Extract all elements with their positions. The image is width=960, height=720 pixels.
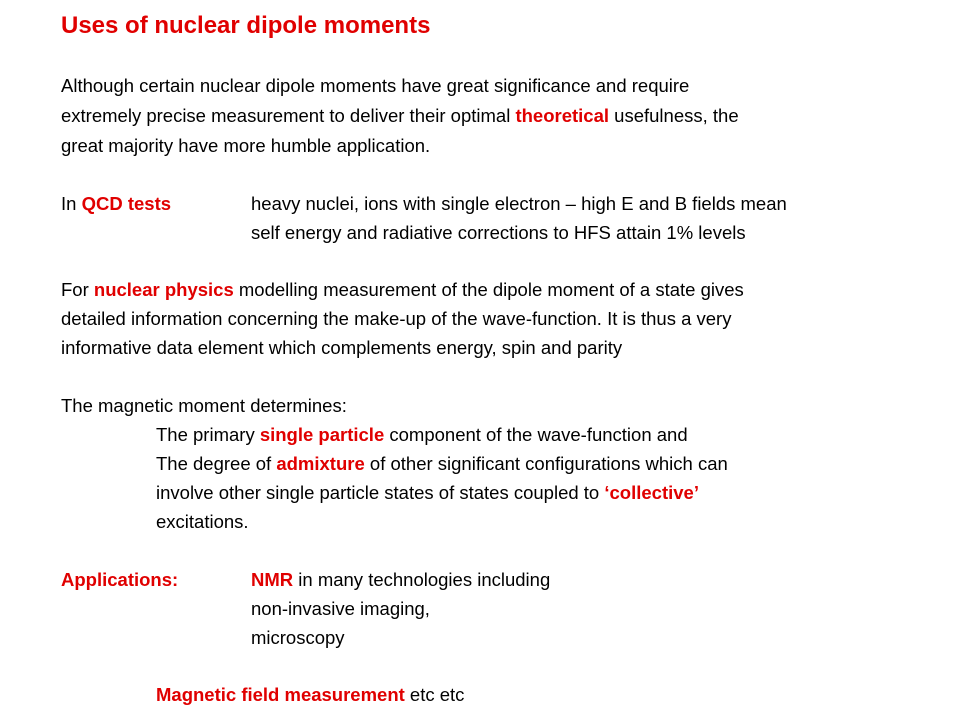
- applications-text: etc etc: [404, 684, 465, 705]
- magnetic-text: The primary: [156, 424, 260, 445]
- magnetic-text: of other significant configurations which can: [364, 453, 728, 474]
- qcd-prefix: In: [61, 193, 82, 214]
- applications-line-2: [251, 596, 430, 622]
- intro-line-3: [61, 133, 430, 159]
- magnetic-text: component of the wave-function and: [384, 424, 688, 445]
- nuclear-label: nuclear physics: [93, 279, 234, 300]
- nuclear-text: informative data element which complements energy, spin and parity: [61, 337, 623, 358]
- nuclear-line-2: [61, 306, 731, 332]
- nuclear-line-3: [61, 335, 622, 361]
- qcd-label: QCD tests: [81, 193, 172, 214]
- applications-text: microscopy: [251, 627, 345, 648]
- applications-text: in many technologies including: [293, 569, 551, 590]
- highlight-single-particle: single particle: [259, 424, 385, 445]
- qcd-text: heavy nuclei, ions with single electron – high E and B fields mean: [251, 193, 787, 214]
- magnetic-item-1: [156, 422, 688, 448]
- magnetic-item-2: [156, 451, 728, 477]
- magnetic-item-4: [156, 509, 249, 535]
- qcd-text: self energy and radiative corrections to HFS attain 1% levels: [251, 222, 746, 243]
- applications-text: non-invasive imaging,: [251, 598, 430, 619]
- highlight-nmr: NMR: [251, 569, 294, 590]
- highlight-collective: ‘collective’: [604, 482, 699, 503]
- magnetic-item-3: [156, 480, 699, 506]
- qcd-line-2: [251, 220, 746, 246]
- qcd-label-line: [61, 191, 171, 217]
- nuclear-text: detailed information concerning the make-up of the wave-function. It is thus a very: [61, 308, 732, 329]
- applications-line-4: [156, 682, 464, 708]
- magnetic-text: involve other single particle states of states coupled to: [156, 482, 605, 503]
- applications-line-3: [251, 625, 345, 651]
- nuclear-text: modelling measurement of the dipole moment of a state gives: [233, 279, 744, 300]
- magnetic-heading-text: The magnetic moment determines:: [61, 395, 347, 416]
- intro-line-2: [61, 103, 739, 129]
- intro-text: extremely precise measurement to deliver their optimal: [61, 105, 516, 126]
- nuclear-prefix: For: [61, 279, 94, 300]
- nuclear-line-1: [61, 277, 744, 303]
- highlight-theoretical: theoretical: [515, 105, 610, 126]
- applications-line-1: [251, 567, 550, 593]
- applications-label-line: [61, 567, 178, 593]
- intro-text: great majority have more humble application.: [61, 135, 431, 156]
- magnetic-text: The degree of: [156, 453, 277, 474]
- applications-label: Applications:: [61, 569, 179, 590]
- magnetic-text: excitations.: [156, 511, 249, 532]
- qcd-line-1: [251, 191, 787, 217]
- intro-text: usefulness, the: [609, 105, 739, 126]
- magnetic-heading: [61, 393, 347, 419]
- highlight-admixture: admixture: [276, 453, 365, 474]
- slide-title: Uses of nuclear dipole moments: [61, 12, 431, 39]
- highlight-magnetic-field: Magnetic field measurement: [156, 684, 405, 705]
- intro-line-1: [61, 73, 689, 99]
- intro-text: Although certain nuclear dipole moments have great significance and require: [61, 75, 690, 96]
